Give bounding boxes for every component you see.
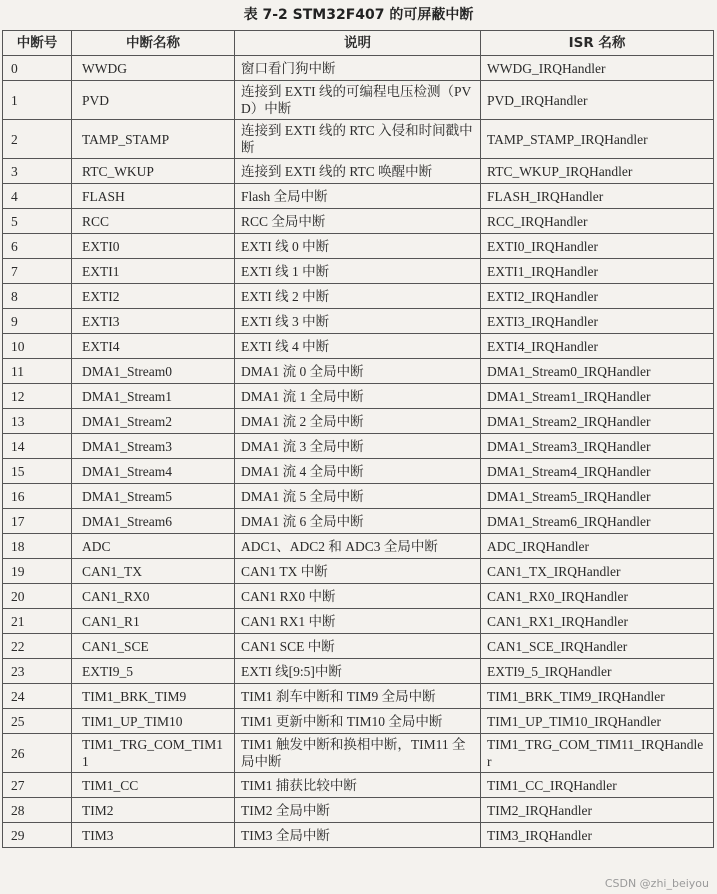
description-cell: TIM2 全局中断: [235, 798, 481, 823]
irq-number-cell: 29: [3, 823, 72, 848]
description-cell: TIM1 刹车中断和 TIM9 全局中断: [235, 684, 481, 709]
isr-name-cell: EXTI2_IRQHandler: [481, 284, 714, 309]
header-description: 说明: [235, 31, 481, 56]
isr-name-cell: RCC_IRQHandler: [481, 209, 714, 234]
irq-name-cell: TIM3: [72, 823, 235, 848]
interrupt-table: [2, 30, 714, 848]
table-row: [3, 120, 714, 159]
table-row: [3, 81, 714, 120]
table-row: [3, 259, 714, 284]
isr-name-cell: CAN1_TX_IRQHandler: [481, 559, 714, 584]
irq-name-cell: DMA1_Stream4: [72, 459, 235, 484]
irq-number-cell: 10: [3, 334, 72, 359]
description-cell: RCC 全局中断: [235, 209, 481, 234]
irq-number-cell: 12: [3, 384, 72, 409]
irq-name-cell: PVD: [72, 81, 235, 120]
description-cell: DMA1 流 4 全局中断: [235, 459, 481, 484]
table-row: [3, 234, 714, 259]
watermark: CSDN @zhi_beiyou: [604, 877, 709, 890]
isr-name-cell: DMA1_Stream2_IRQHandler: [481, 409, 714, 434]
irq-name-cell: FLASH: [72, 184, 235, 209]
irq-number-cell: 21: [3, 609, 72, 634]
table-row: [3, 509, 714, 534]
isr-name-cell: EXTI1_IRQHandler: [481, 259, 714, 284]
description-cell: DMA1 流 2 全局中断: [235, 409, 481, 434]
description-cell: DMA1 流 3 全局中断: [235, 434, 481, 459]
irq-number-cell: 0: [3, 56, 72, 81]
table-row: [3, 609, 714, 634]
isr-name-cell: PVD_IRQHandler: [481, 81, 714, 120]
description-cell: 连接到 EXTI 线的 RTC 唤醒中断: [235, 159, 481, 184]
isr-name-cell: DMA1_Stream5_IRQHandler: [481, 484, 714, 509]
irq-name-cell: EXTI0: [72, 234, 235, 259]
isr-name-cell: TIM2_IRQHandler: [481, 798, 714, 823]
description-cell: TIM1 触发中断和换相中断，TIM11 全局中断: [235, 734, 481, 773]
irq-name-cell: DMA1_Stream0: [72, 359, 235, 384]
irq-name-cell: RTC_WKUP: [72, 159, 235, 184]
irq-number-cell: 16: [3, 484, 72, 509]
isr-name-cell: EXTI4_IRQHandler: [481, 334, 714, 359]
irq-name-cell: CAN1_TX: [72, 559, 235, 584]
irq-name-cell: WWDG: [72, 56, 235, 81]
irq-name-cell: EXTI2: [72, 284, 235, 309]
irq-name-cell: DMA1_Stream3: [72, 434, 235, 459]
irq-name-cell: DMA1_Stream6: [72, 509, 235, 534]
isr-name-cell: FLASH_IRQHandler: [481, 184, 714, 209]
table-caption: 表 7-2 STM32F407 的可屏蔽中断: [243, 7, 474, 23]
irq-number-cell: 18: [3, 534, 72, 559]
irq-number-cell: 11: [3, 359, 72, 384]
description-cell: EXTI 线 0 中断: [235, 234, 481, 259]
table-row: [3, 184, 714, 209]
table-row: [3, 434, 714, 459]
table-row: [3, 798, 714, 823]
table-row: [3, 459, 714, 484]
isr-name-cell: EXTI3_IRQHandler: [481, 309, 714, 334]
irq-name-cell: TIM1_UP_TIM10: [72, 709, 235, 734]
irq-number-cell: 20: [3, 584, 72, 609]
description-cell: EXTI 线 2 中断: [235, 284, 481, 309]
description-cell: EXTI 线 1 中断: [235, 259, 481, 284]
isr-name-cell: EXTI0_IRQHandler: [481, 234, 714, 259]
irq-number-cell: 27: [3, 773, 72, 798]
irq-number-cell: 28: [3, 798, 72, 823]
irq-name-cell: EXTI3: [72, 309, 235, 334]
isr-name-cell: TIM1_UP_TIM10_IRQHandler: [481, 709, 714, 734]
irq-name-cell: TIM2: [72, 798, 235, 823]
table-row: [3, 684, 714, 709]
description-cell: DMA1 流 1 全局中断: [235, 384, 481, 409]
irq-name-cell: RCC: [72, 209, 235, 234]
table-row: [3, 584, 714, 609]
isr-name-cell: TIM1_BRK_TIM9_IRQHandler: [481, 684, 714, 709]
table-row: [3, 484, 714, 509]
description-cell: EXTI 线 4 中断: [235, 334, 481, 359]
irq-number-cell: 24: [3, 684, 72, 709]
irq-number-cell: 4: [3, 184, 72, 209]
irq-name-cell: ADC: [72, 534, 235, 559]
isr-name-cell: TIM3_IRQHandler: [481, 823, 714, 848]
description-cell: CAN1 TX 中断: [235, 559, 481, 584]
table-header-row: [3, 31, 714, 56]
irq-number-cell: 3: [3, 159, 72, 184]
table-row: [3, 559, 714, 584]
isr-name-cell: DMA1_Stream6_IRQHandler: [481, 509, 714, 534]
table-row: [3, 634, 714, 659]
description-cell: 连接到 EXTI 线的 RTC 入侵和时间戳中断: [235, 120, 481, 159]
irq-name-cell: TIM1_BRK_TIM9: [72, 684, 235, 709]
description-cell: EXTI 线[9:5]中断: [235, 659, 481, 684]
irq-number-cell: 19: [3, 559, 72, 584]
irq-number-cell: 9: [3, 309, 72, 334]
table-row: [3, 709, 714, 734]
description-cell: TIM1 捕获比较中断: [235, 773, 481, 798]
description-cell: DMA1 流 6 全局中断: [235, 509, 481, 534]
irq-number-cell: 1: [3, 81, 72, 120]
irq-number-cell: 17: [3, 509, 72, 534]
table-row: [3, 359, 714, 384]
table-row: [3, 334, 714, 359]
table-row: [3, 384, 714, 409]
irq-name-cell: EXTI1: [72, 259, 235, 284]
isr-name-cell: DMA1_Stream0_IRQHandler: [481, 359, 714, 384]
irq-name-cell: DMA1_Stream5: [72, 484, 235, 509]
description-cell: CAN1 SCE 中断: [235, 634, 481, 659]
irq-number-cell: 5: [3, 209, 72, 234]
irq-number-cell: 13: [3, 409, 72, 434]
description-cell: TIM3 全局中断: [235, 823, 481, 848]
irq-number-cell: 22: [3, 634, 72, 659]
header-irq-name: 中断名称: [72, 31, 235, 56]
table-row: [3, 734, 714, 773]
isr-name-cell: TIM1_CC_IRQHandler: [481, 773, 714, 798]
irq-number-cell: 25: [3, 709, 72, 734]
irq-name-cell: TIM1_TRG_COM_TIM11: [72, 734, 235, 773]
table-row: [3, 159, 714, 184]
description-cell: CAN1 RX1 中断: [235, 609, 481, 634]
header-isr-name: ISR 名称: [481, 31, 714, 56]
irq-number-cell: 6: [3, 234, 72, 259]
table-row: [3, 773, 714, 798]
irq-number-cell: 7: [3, 259, 72, 284]
irq-name-cell: TAMP_STAMP: [72, 120, 235, 159]
description-cell: DMA1 流 0 全局中断: [235, 359, 481, 384]
table-row: [3, 209, 714, 234]
irq-name-cell: EXTI4: [72, 334, 235, 359]
description-cell: TIM1 更新中断和 TIM10 全局中断: [235, 709, 481, 734]
description-cell: DMA1 流 5 全局中断: [235, 484, 481, 509]
isr-name-cell: DMA1_Stream1_IRQHandler: [481, 384, 714, 409]
irq-name-cell: CAN1_R1: [72, 609, 235, 634]
irq-number-cell: 8: [3, 284, 72, 309]
description-cell: EXTI 线 3 中断: [235, 309, 481, 334]
isr-name-cell: TAMP_STAMP_IRQHandler: [481, 120, 714, 159]
irq-number-cell: 26: [3, 734, 72, 773]
isr-name-cell: CAN1_RX1_IRQHandler: [481, 609, 714, 634]
irq-name-cell: DMA1_Stream2: [72, 409, 235, 434]
irq-name-cell: DMA1_Stream1: [72, 384, 235, 409]
table-row: [3, 659, 714, 684]
description-cell: CAN1 RX0 中断: [235, 584, 481, 609]
isr-name-cell: EXTI9_5_IRQHandler: [481, 659, 714, 684]
irq-number-cell: 23: [3, 659, 72, 684]
isr-name-cell: CAN1_RX0_IRQHandler: [481, 584, 714, 609]
description-cell: ADC1、ADC2 和 ADC3 全局中断: [235, 534, 481, 559]
isr-name-cell: DMA1_Stream3_IRQHandler: [481, 434, 714, 459]
irq-name-cell: CAN1_RX0: [72, 584, 235, 609]
irq-name-cell: EXTI9_5: [72, 659, 235, 684]
isr-name-cell: CAN1_SCE_IRQHandler: [481, 634, 714, 659]
table-row: [3, 309, 714, 334]
table-row: [3, 534, 714, 559]
isr-name-cell: RTC_WKUP_IRQHandler: [481, 159, 714, 184]
isr-name-cell: WWDG_IRQHandler: [481, 56, 714, 81]
header-irq-number: 中断号: [3, 31, 72, 56]
table-row: [3, 56, 714, 81]
table-row: [3, 823, 714, 848]
table-row: [3, 409, 714, 434]
irq-number-cell: 15: [3, 459, 72, 484]
irq-name-cell: TIM1_CC: [72, 773, 235, 798]
irq-number-cell: 2: [3, 120, 72, 159]
irq-name-cell: CAN1_SCE: [72, 634, 235, 659]
description-cell: Flash 全局中断: [235, 184, 481, 209]
description-cell: 窗口看门狗中断: [235, 56, 481, 81]
isr-name-cell: TIM1_TRG_COM_TIM11_IRQHandler: [481, 734, 714, 773]
table-row: [3, 284, 714, 309]
isr-name-cell: ADC_IRQHandler: [481, 534, 714, 559]
description-cell: 连接到 EXTI 线的可编程电压检测（PVD）中断: [235, 81, 481, 120]
irq-number-cell: 14: [3, 434, 72, 459]
isr-name-cell: DMA1_Stream4_IRQHandler: [481, 459, 714, 484]
